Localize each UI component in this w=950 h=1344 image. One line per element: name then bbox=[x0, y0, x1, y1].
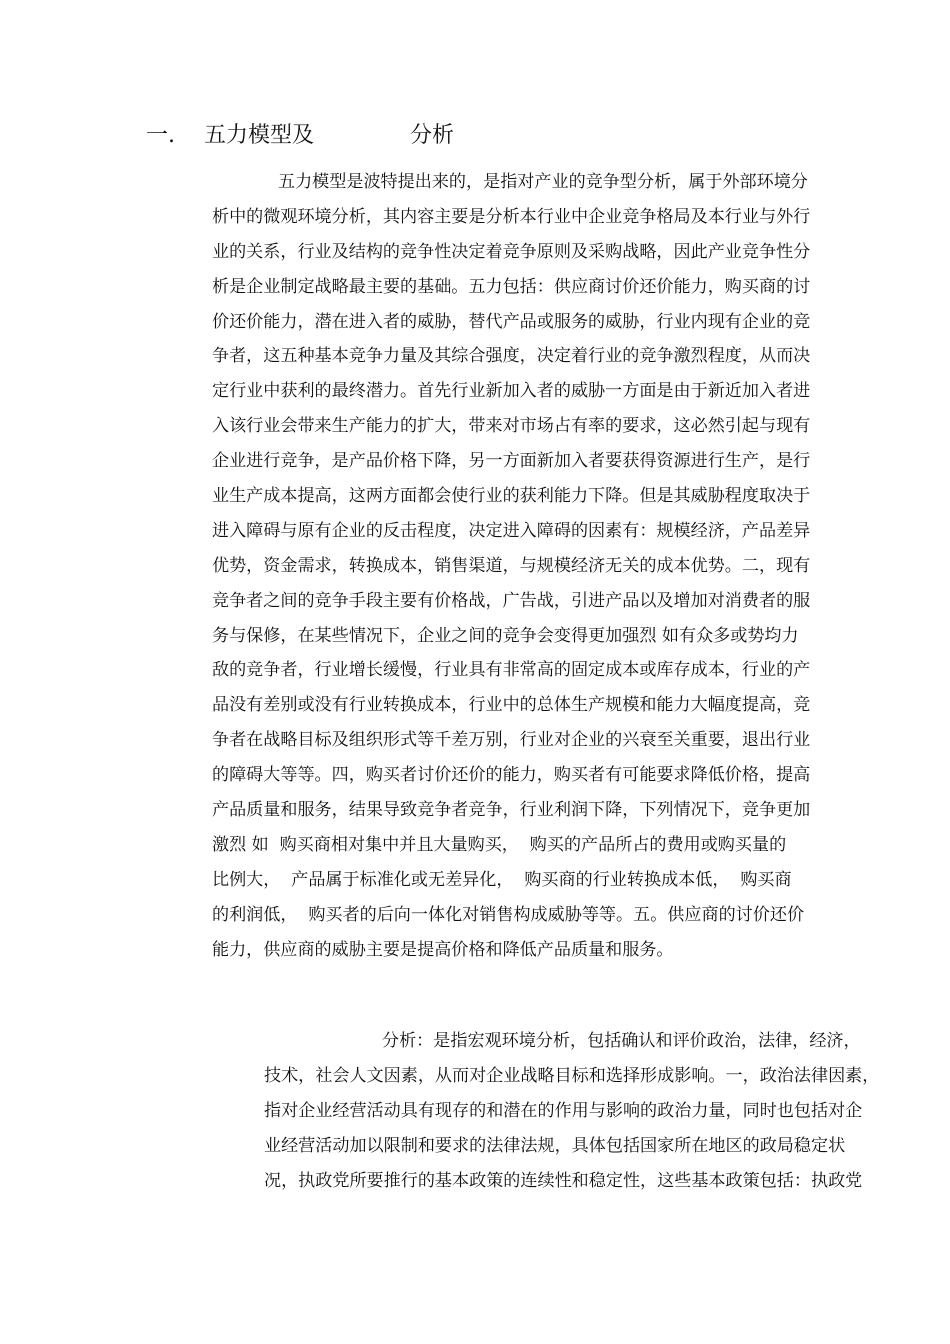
text-line: 况，执政党所要推行的基本政策的连续性和稳定性，这些基本政策包括：执政党 bbox=[264, 1170, 863, 1191]
text-line: 敌的竞争者，行业增长缓慢，行业具有非常高的固定成本或库存成本，行业的产 bbox=[212, 660, 811, 681]
text-line: 分析：是指宏观环境分析，包括确认和评价政治，法律，经济， bbox=[382, 1031, 861, 1051]
text-line: 进入障碍与原有企业的反击程度，决定进入障碍的因素有：规模经济，产品差异 bbox=[212, 520, 811, 541]
text-line: 定行业中获利的最终潜力。首先行业新加入者的威胁一方面是由于新近加入者进 bbox=[212, 381, 811, 402]
text-line: 竞争者之间的竞争手段主要有价格战，广告战，引进产品以及增加对消费者的服 bbox=[212, 590, 811, 611]
section-title-part2: 分析 bbox=[410, 123, 455, 148]
text-line: 入该行业会带来生产能力的扩大，带来对市场占有率的要求，这必然引起与现有 bbox=[212, 416, 811, 437]
text-line: 企业进行竞争，是产品价格下降，另一方面新加入者要获得资源进行生产，是行 bbox=[212, 451, 811, 472]
text-line: 优势，资金需求，转换成本，销售渠道，与规模经济无关的成本优势。二，现有 bbox=[212, 555, 811, 576]
text-line: 争者，这五种基本竞争力量及其综合强度，决定着行业的竞争激烈程度，从而决 bbox=[212, 346, 811, 367]
text-line: 业经营活动加以限制和要求的法律法规，具体包括国家所在地区的政局稳定状 bbox=[264, 1135, 846, 1156]
text-line: 比例大， 产品属于标准化或无差异化， 购买商的行业转换成本低， 购买商 bbox=[212, 869, 792, 890]
section-heading bbox=[146, 118, 816, 154]
paragraph-five-forces bbox=[146, 165, 810, 967]
text-line: 技术，社会人文因素，从而对企业战略目标和选择形成影响。一，政治法律因素， bbox=[264, 1065, 880, 1086]
text-line: 业的关系，行业及结构的竞争性决定着竞争原则及采购战略，因此产业竞争性分 bbox=[212, 241, 811, 262]
text-line: 激烈 如 购买商相对集中并且大量购买， 购买的产品所占的费用或购买量的 bbox=[212, 834, 787, 855]
text-line: 业生产成本提高，这两方面都会使行业的获利能力下降。但是其威胁程度取决于 bbox=[212, 486, 811, 507]
section-title-part1: 五力模型及 bbox=[204, 123, 315, 148]
text-line: 的障碍大等等。四，购买者讨价还价的能力，购买者有可能要求降低价格，提高 bbox=[212, 765, 811, 786]
text-line: 品没有差别或没有行业转换成本，行业中的总体生产规模和能力大幅度提高，竞 bbox=[212, 695, 811, 716]
text-line: 析是企业制定战略最主要的基础。五力包括：供应商讨价还价能力，购买商的讨 bbox=[212, 276, 811, 297]
text-line: 五力模型是波特提出来的，是指对产业的竞争型分析，属于外部环境分 bbox=[278, 172, 808, 192]
paragraph-pest-analysis bbox=[146, 1024, 880, 1198]
text-line: 析中的微观环境分析，其内容主要是分析本行业中企业竞争格局及本行业与外行 bbox=[212, 206, 811, 227]
text-line: 价还价能力，潜在进入者的威胁，替代产品或服务的威胁，行业内现有企业的竞 bbox=[212, 311, 811, 332]
text-line: 指对企业经营活动具有现存的和潜在的作用与影响的政治力量，同时也包括对企 bbox=[264, 1100, 863, 1121]
text-line: 务与保修，在某些情况下，企业之间的竞争会变得更加强烈 如有众多或势均力 bbox=[212, 625, 799, 646]
text-line: 能力，供应商的威胁主要是提高价格和降低产品质量和服务。 bbox=[212, 939, 674, 960]
text-line: 争者在战略目标及组织形式等千差万别，行业对企业的兴衰至关重要，退出行业 bbox=[212, 730, 811, 751]
section-number: 一. bbox=[146, 123, 175, 148]
text-line: 的利润低， 购买者的后向一体化对销售构成威胁等等。五。供应商的讨价还价 bbox=[212, 904, 805, 925]
text-line: 产品质量和服务，结果导致竞争者竞争，行业利润下降，下列情况下，竞争更加 bbox=[212, 800, 811, 821]
